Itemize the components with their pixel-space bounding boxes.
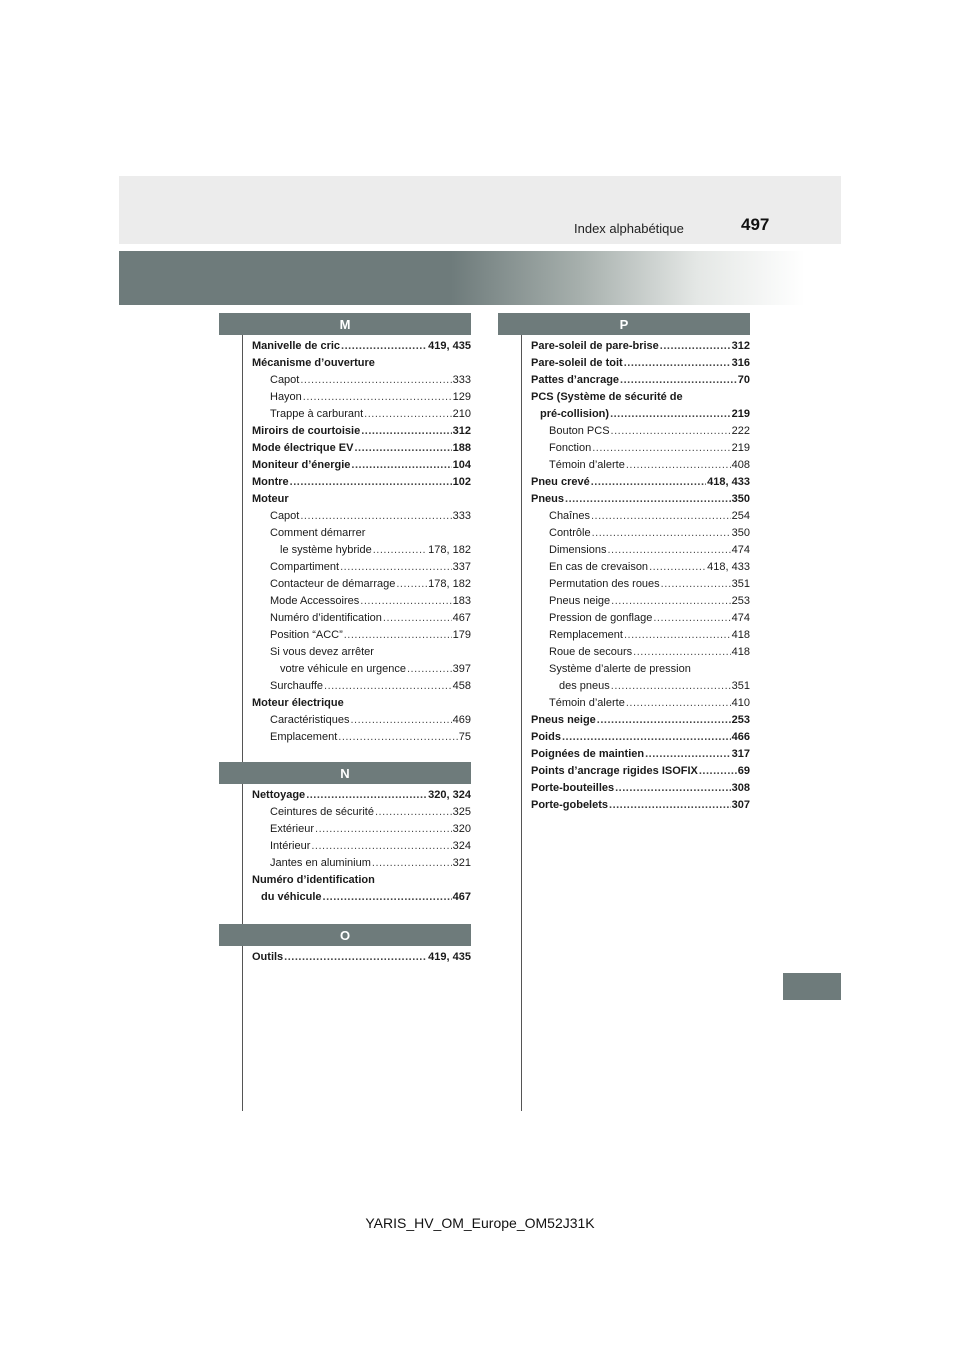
entry-label: Chaînes xyxy=(549,510,590,522)
entry-label: Outils xyxy=(252,951,284,963)
entry-label: Système d’alerte de pression xyxy=(549,663,691,675)
dot-leader xyxy=(306,787,427,804)
entry-page-ref[interactable]: 333 xyxy=(452,510,471,522)
dot-leader xyxy=(620,372,737,389)
entry-page-ref[interactable]: 337 xyxy=(452,561,471,573)
dot-leader xyxy=(592,525,731,542)
index-entry xyxy=(531,372,750,389)
entry-label: Surchauffe xyxy=(270,680,324,692)
entry-page-ref[interactable]: 419, 435 xyxy=(428,340,471,352)
entry-label: Capot xyxy=(270,510,300,522)
dot-leader xyxy=(633,644,730,661)
entry-page-ref[interactable]: 316 xyxy=(731,357,750,369)
index-entry xyxy=(252,423,471,440)
index-entry xyxy=(252,821,471,838)
header-band xyxy=(119,176,841,244)
dot-leader xyxy=(615,780,731,797)
index-entry xyxy=(252,678,471,695)
entry-label: Porte-gobelets xyxy=(531,799,609,811)
dot-leader xyxy=(354,440,451,457)
index-entry xyxy=(252,491,471,508)
entry-page-ref[interactable]: 312 xyxy=(731,340,750,352)
entry-page-ref[interactable]: 307 xyxy=(731,799,750,811)
entry-page-ref[interactable]: 179 xyxy=(452,629,471,641)
entry-label: Hayon xyxy=(270,391,302,403)
entry-label: Porte-bouteilles xyxy=(531,782,615,794)
index-entry xyxy=(531,576,750,593)
page-title: Index alphabétique xyxy=(574,221,684,236)
index-entry xyxy=(252,474,471,491)
dot-leader xyxy=(610,406,731,423)
dot-leader xyxy=(661,576,731,593)
dot-leader xyxy=(611,593,730,610)
index-entry xyxy=(252,838,471,855)
entry-label: Pare-soleil de pare-brise xyxy=(531,340,659,352)
entry-page-ref[interactable]: 418 xyxy=(731,629,750,641)
dot-leader xyxy=(699,763,737,780)
index-entry xyxy=(252,610,471,627)
entry-label: Intérieur xyxy=(270,840,311,852)
dot-leader xyxy=(344,627,452,644)
entry-label: Si vous devez arrêter xyxy=(270,646,374,658)
index-entry xyxy=(252,889,471,906)
entry-page-ref[interactable]: 408 xyxy=(731,459,750,471)
index-entry xyxy=(531,559,750,576)
dot-leader xyxy=(624,355,731,372)
dot-leader xyxy=(290,474,452,491)
index-entry xyxy=(531,644,750,661)
index-entry xyxy=(531,610,750,627)
dot-leader xyxy=(360,593,451,610)
dot-leader xyxy=(611,423,731,440)
dot-leader xyxy=(611,678,731,695)
index-entry xyxy=(531,780,750,797)
index-entry xyxy=(531,474,750,491)
index-entry xyxy=(252,804,471,821)
dot-leader xyxy=(562,729,731,746)
index-entry xyxy=(531,712,750,729)
entry-label: Témoin d’alerte xyxy=(549,459,625,471)
entry-page-ref[interactable]: 418 xyxy=(731,646,750,658)
index-entry xyxy=(252,406,471,423)
entry-page-ref[interactable]: 466 xyxy=(731,731,750,743)
entry-page-ref[interactable]: 467 xyxy=(452,891,471,903)
index-entry xyxy=(252,355,471,372)
entry-label: Capot xyxy=(270,374,300,386)
entry-label: Ceintures de sécurité xyxy=(270,806,374,818)
index-entry xyxy=(531,661,750,678)
dot-leader xyxy=(592,440,730,457)
entry-page-ref[interactable]: 325 xyxy=(452,806,471,818)
section-header-n xyxy=(219,762,471,784)
dot-leader xyxy=(660,338,731,355)
entry-label: Compartiment xyxy=(270,561,340,573)
dot-leader xyxy=(323,889,452,906)
entry-label: Manivelle de cric xyxy=(252,340,341,352)
index-entry xyxy=(252,712,471,729)
index-entry xyxy=(252,593,471,610)
index-entry xyxy=(252,542,471,559)
dot-leader xyxy=(624,627,731,644)
dot-leader xyxy=(607,542,730,559)
index-entry xyxy=(531,729,750,746)
section-tab-marker xyxy=(783,973,841,1000)
index-entry xyxy=(531,525,750,542)
dot-leader xyxy=(284,949,427,966)
entry-page-ref[interactable]: 410 xyxy=(731,697,750,709)
dot-leader xyxy=(591,508,731,525)
entry-page-ref[interactable]: 254 xyxy=(731,510,750,522)
index-entry xyxy=(531,678,750,695)
index-entry xyxy=(252,372,471,389)
entry-label: Pression de gonflage xyxy=(549,612,653,624)
index-entry xyxy=(531,695,750,712)
dot-leader xyxy=(350,712,451,729)
index-entry xyxy=(252,627,471,644)
entry-page-ref[interactable]: 219 xyxy=(731,408,750,420)
dot-leader xyxy=(597,712,731,729)
index-entry xyxy=(531,746,750,763)
entry-page-ref[interactable]: 69 xyxy=(737,765,750,777)
entry-label: PCS (Système de sécurité de xyxy=(531,391,683,403)
index-entry xyxy=(252,576,471,593)
entry-label: le système hybride xyxy=(280,544,372,556)
dot-leader xyxy=(609,797,731,814)
entry-page-ref[interactable]: 178, 182 xyxy=(428,578,471,590)
entry-label: Nettoyage xyxy=(252,789,306,801)
decorative-band xyxy=(119,251,841,305)
entry-page-ref[interactable]: 474 xyxy=(731,612,750,624)
dot-leader xyxy=(383,610,452,627)
entry-label: Montre xyxy=(252,476,289,488)
entry-label: Miroirs de courtoisie xyxy=(252,425,361,437)
index-entry xyxy=(252,644,471,661)
entry-page-ref[interactable]: 70 xyxy=(737,374,750,386)
entry-label: Pneu crevé xyxy=(531,476,590,488)
entry-page-ref[interactable]: 324 xyxy=(452,840,471,852)
entry-page-ref[interactable]: 320 xyxy=(452,823,471,835)
entry-label: Bouton PCS xyxy=(549,425,610,437)
index-entry xyxy=(252,440,471,457)
entry-page-ref[interactable]: 418, 433 xyxy=(707,561,750,573)
entry-label: Numéro d’identification xyxy=(252,874,375,886)
entry-page-ref[interactable]: 419, 435 xyxy=(428,951,471,963)
index-entry xyxy=(252,695,471,712)
index-entry xyxy=(531,406,750,423)
entry-label: Pare-soleil de toit xyxy=(531,357,623,369)
dot-leader xyxy=(372,855,452,872)
index-entry xyxy=(531,797,750,814)
entry-page-ref[interactable]: 102 xyxy=(452,476,471,488)
index-entry xyxy=(252,525,471,542)
entry-page-ref[interactable]: 321 xyxy=(452,857,471,869)
entry-label: Dimensions xyxy=(549,544,607,556)
dot-leader xyxy=(407,661,452,678)
index-entry xyxy=(531,593,750,610)
section-header-o xyxy=(219,924,471,946)
entry-page-ref[interactable]: 467 xyxy=(452,612,471,624)
index-entry xyxy=(531,389,750,406)
entry-page-ref[interactable]: 474 xyxy=(731,544,750,556)
entry-label: Permutation des roues xyxy=(549,578,660,590)
entry-page-ref[interactable]: 469 xyxy=(452,714,471,726)
index-entry xyxy=(531,338,750,355)
entry-page-ref[interactable]: 320, 324 xyxy=(428,789,471,801)
dot-leader xyxy=(311,838,451,855)
entry-label: Emplacement xyxy=(270,731,338,743)
dot-leader xyxy=(315,821,452,838)
dot-leader xyxy=(303,389,452,406)
entry-page-ref[interactable]: 317 xyxy=(731,748,750,760)
entry-label: Points d’ancrage rigides ISOFIX xyxy=(531,765,698,777)
dot-leader xyxy=(340,559,452,576)
index-entry xyxy=(252,855,471,872)
entry-label: Moteur électrique xyxy=(252,697,344,709)
index-entry xyxy=(531,491,750,508)
dot-leader xyxy=(649,559,706,576)
entry-page-ref[interactable]: 458 xyxy=(452,680,471,692)
entry-page-ref[interactable]: 351 xyxy=(731,578,750,590)
index-entry xyxy=(252,457,471,474)
entry-label: Roue de secours xyxy=(549,646,633,658)
index-entry xyxy=(252,508,471,525)
entry-page-ref[interactable]: 188 xyxy=(452,442,471,454)
entry-label: Mode Accessoires xyxy=(270,595,360,607)
section-letter: O xyxy=(339,927,351,943)
dot-leader xyxy=(565,491,731,508)
index-entry xyxy=(531,508,750,525)
entry-label: Fonction xyxy=(549,442,592,454)
index-entry xyxy=(252,872,471,889)
entry-label: pré-collision) xyxy=(540,408,610,420)
entry-label: Pattes d’ancrage xyxy=(531,374,620,386)
index-entry xyxy=(531,457,750,474)
entry-page-ref[interactable]: 104 xyxy=(452,459,471,471)
right-column-rule xyxy=(521,335,522,1111)
entry-page-ref[interactable]: 397 xyxy=(452,663,471,675)
entry-label: Remplacement xyxy=(549,629,623,641)
entry-page-ref[interactable]: 183 xyxy=(452,595,471,607)
entry-label: Moniteur d’énergie xyxy=(252,459,351,471)
entry-page-ref[interactable]: 253 xyxy=(731,714,750,726)
section-header-m xyxy=(219,313,471,335)
entry-label: Comment démarrer xyxy=(270,527,366,539)
entry-page-ref[interactable]: 350 xyxy=(731,493,750,505)
entry-page-ref[interactable]: 129 xyxy=(452,391,471,403)
entry-label: Caractéristiques xyxy=(270,714,350,726)
index-entry xyxy=(252,729,471,746)
dot-leader xyxy=(645,746,731,763)
entry-page-ref[interactable]: 308 xyxy=(731,782,750,794)
index-entry xyxy=(531,627,750,644)
index-entry xyxy=(252,787,471,804)
entry-page-ref[interactable]: 210 xyxy=(452,408,471,420)
entry-page-ref[interactable]: 178, 182 xyxy=(428,544,471,556)
entry-label: Pneus xyxy=(531,493,565,505)
index-entry xyxy=(252,389,471,406)
entry-page-ref[interactable]: 418, 433 xyxy=(707,476,750,488)
index-list-m xyxy=(252,338,471,746)
entry-label: Pneus neige xyxy=(531,714,596,726)
entry-label: Numéro d’identification xyxy=(270,612,382,624)
entry-page-ref[interactable]: 350 xyxy=(731,527,750,539)
entry-label: Position “ACC” xyxy=(270,629,343,641)
section-letter: P xyxy=(619,316,629,332)
entry-label: Poignées de maintien xyxy=(531,748,645,760)
entry-label: Contacteur de démarrage xyxy=(270,578,396,590)
entry-label: Moteur xyxy=(252,493,289,505)
entry-label: Témoin d’alerte xyxy=(549,697,625,709)
left-column-rule xyxy=(242,335,243,1111)
entry-page-ref[interactable]: 333 xyxy=(452,374,471,386)
dot-leader xyxy=(361,423,451,440)
dot-leader xyxy=(300,508,451,525)
document-footer: YARIS_HV_OM_Europe_OM52J31K xyxy=(365,1215,595,1231)
index-entry xyxy=(252,338,471,355)
dot-leader xyxy=(375,804,452,821)
entry-label: votre véhicule en urgence xyxy=(280,663,406,675)
index-entry xyxy=(531,763,750,780)
dot-leader xyxy=(300,372,451,389)
entry-label: Pneus neige xyxy=(549,595,611,607)
entry-page-ref[interactable]: 253 xyxy=(731,595,750,607)
dot-leader xyxy=(351,457,451,474)
index-entry xyxy=(531,542,750,559)
entry-page-ref[interactable]: 75 xyxy=(458,731,471,743)
dot-leader xyxy=(341,338,427,355)
section-letter: M xyxy=(339,316,351,332)
entry-label: Contrôle xyxy=(549,527,591,539)
dot-leader xyxy=(364,406,451,423)
entry-page-ref[interactable]: 351 xyxy=(731,680,750,692)
index-entry xyxy=(531,355,750,372)
entry-label: du véhicule xyxy=(261,891,322,903)
index-entry xyxy=(531,423,750,440)
index-list-p xyxy=(531,338,750,814)
dot-leader xyxy=(396,576,427,593)
index-entry xyxy=(252,661,471,678)
section-letter: N xyxy=(340,765,350,781)
entry-label: Poids xyxy=(531,731,561,743)
entry-label: Trappe à carburant xyxy=(270,408,364,420)
index-entry xyxy=(531,440,750,457)
dot-leader xyxy=(653,610,730,627)
entry-label: Extérieur xyxy=(270,823,315,835)
dot-leader xyxy=(626,695,731,712)
dot-leader xyxy=(324,678,452,695)
dot-leader xyxy=(591,474,706,491)
dot-leader xyxy=(373,542,427,559)
entry-label: des pneus xyxy=(559,680,610,692)
index-entry xyxy=(252,559,471,576)
entry-label: Jantes en aluminium xyxy=(270,857,371,869)
page-number: 497 xyxy=(741,215,770,234)
entry-page-ref[interactable]: 222 xyxy=(731,425,750,437)
entry-label: Mode électrique EV xyxy=(252,442,354,454)
dot-leader xyxy=(626,457,731,474)
section-header-p xyxy=(498,313,750,335)
entry-label: Mécanisme d’ouverture xyxy=(252,357,375,369)
entry-page-ref[interactable]: 219 xyxy=(731,442,750,454)
index-list-o xyxy=(252,949,471,966)
index-list-n xyxy=(252,787,471,906)
entry-label: En cas de crevaison xyxy=(549,561,649,573)
dot-leader xyxy=(338,729,457,746)
index-entry xyxy=(252,949,471,966)
entry-page-ref[interactable]: 312 xyxy=(452,425,471,437)
